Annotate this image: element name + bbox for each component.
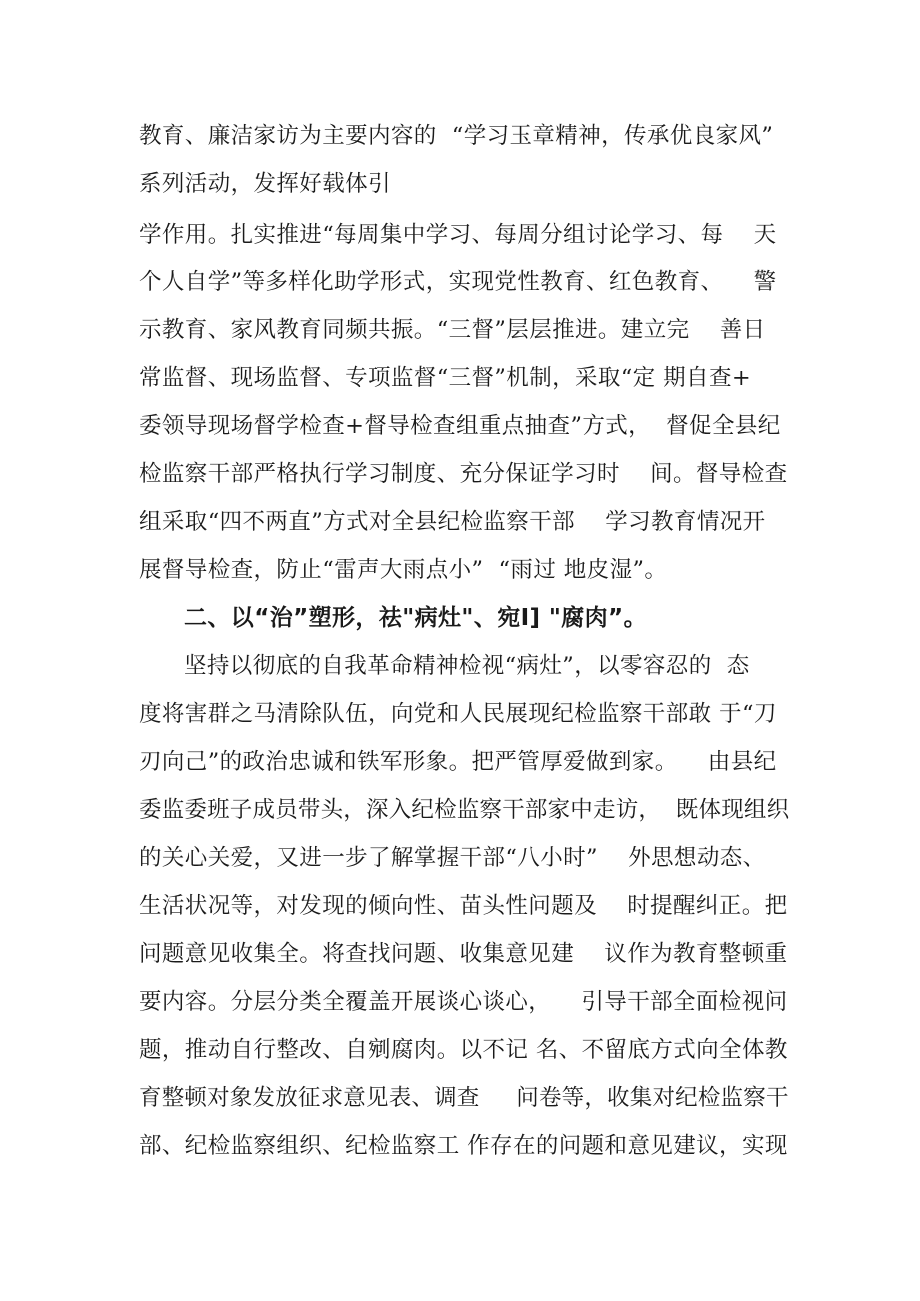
paragraph-line: 刃向己”的政治忠诚和铁军形象。把严管厚爱做到家。 由县纪 xyxy=(139,749,777,775)
paragraph-line: 学作用。扎实推进“每周集中学习、每周分组讨论学习、每 天 xyxy=(139,222,777,248)
paragraph-line: 系列活动，发挥好载体引 xyxy=(139,171,391,197)
paragraph-line: 常监督、现场监督、专项监督“三督”机制，采取“定 期自查+ xyxy=(139,365,752,391)
paragraph-line: 个人自学”等多样化助学形式，实现党性教育、红色教育、 警 xyxy=(139,269,777,295)
paragraph-line: 坚持以彻底的自我革命精神检视“病灶”，以零容忍的 态 xyxy=(184,653,750,679)
paragraph-line: 题，推动自行整改、自剜腐肉。以不记 名、不留底方式向全体教 xyxy=(139,1037,788,1063)
paragraph-line: 的关心关爱，又进一步了解掌握干部“八小时” 外思想动态、 xyxy=(139,845,766,871)
paragraph-line: 组采取“四不两直”方式对全县纪检监察干部 学习教育情况开 xyxy=(139,509,766,535)
paragraph-line: 示教育、家风教育同频共振。“三督”层层推进。建立完 善日 xyxy=(139,317,766,343)
paragraph-line: 检监察干部严格执行学习制度、充分保证学习时 间。督导检查 xyxy=(139,461,788,487)
paragraph-line: 育整顿对象发放征求意见表、调查 问卷等，收集对纪检监察干 xyxy=(139,1085,789,1111)
paragraph-line: 委领导现场督学检查+督导检查组重点抽查”方式， 督促全县纪 xyxy=(139,413,781,439)
paragraph-line: 教育、廉洁家访为主要内容的 “学习玉章精神，传承优良家风” xyxy=(139,123,774,149)
paragraph-line: 要内容。分层分类全覆盖开展谈心谈心， 引导干部全面检视问 xyxy=(139,989,788,1015)
paragraph-line: 委监委班子成员带头，深入纪检监察干部家中走访， 既体现组织 xyxy=(139,797,790,823)
paragraph-line: 问题意见收集全。将查找问题、收集意见建 议作为教育整顿重 xyxy=(139,941,788,967)
paragraph-line: 展督导检查，防止“雷声大雨点小” “雨过 地皮湿”。 xyxy=(139,557,668,583)
section-heading: 二、以“治”塑形，祛"病灶"、宛I] "腐肉”。 xyxy=(184,605,647,631)
paragraph-line: 生活状况等，对发现的倾向性、苗头性问题及 时提醒纠正。把 xyxy=(139,893,788,919)
paragraph-line: 部、纪检监察组织、纪检监察工 作存在的问题和意见建议，实现 xyxy=(139,1133,788,1159)
paragraph-line: 度将害群之马清除队伍，向党和人民展现纪检监察干部敢 于“刀 xyxy=(139,701,777,727)
